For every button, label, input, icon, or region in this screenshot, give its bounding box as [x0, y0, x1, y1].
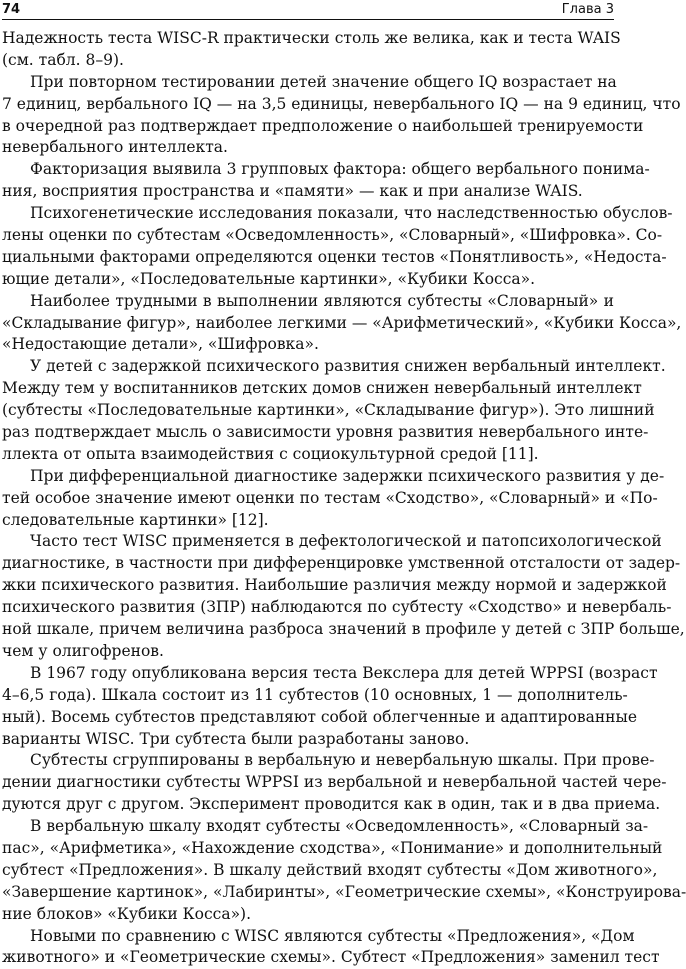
page-number: 74	[2, 2, 21, 17]
text-line: тей особое значение имеют оценки по тестам «Сходство», «Словарный» и «По-	[2, 488, 658, 507]
text-line: ния, восприятия пространства и «памяти» — как и при анализе WAIS.	[2, 182, 583, 201]
page-body	[2, 28, 686, 969]
text-line: циальными факторами определяются оценки тестов «Понятливость», «Недоста-	[2, 247, 667, 266]
text-line: Надежность теста WISC-R практически столь же велика, как и теста WAIS	[2, 29, 621, 47]
text-line: лены оценки по субтестам «Осведомленность», «Словарный», «Шифровка». Со-	[2, 226, 663, 245]
text-line: дении диагностики субтесты WPPSI из вербальной и невербальной частей чере-	[2, 773, 667, 792]
text-line: ный). Восемь субтестов представляют собой облегченные и адаптированные	[2, 707, 638, 726]
text-line: животного» и «Геометрические схемы». Субтест «Предложения» заменил тест	[2, 948, 660, 967]
text-line: При дифференциальной диагностике задержки психического развития у де-	[30, 466, 665, 485]
text-line: невербального интеллекта.	[2, 138, 228, 157]
text-line: жки психического развития. Наибольшие различия между нормой и задержкой	[2, 576, 667, 595]
text-line: 7 единиц, вербального IQ — на 3,5 единицы, невербального IQ — на 9 единиц, что	[2, 94, 681, 113]
text-line: дуются друг с другом. Эксперимент проводится как в один, так и в два приема.	[2, 795, 661, 814]
text-line: в очередной раз подтверждает предположение о наибольшей тренируемости	[2, 116, 644, 135]
text-line: ной шкале, причем величина разброса значений в профиле у детей с ЗПР больше,	[2, 620, 685, 639]
text-line: диагностике, в частности при дифференцировке умственной отсталости от задер-	[2, 554, 681, 573]
text-line: Субтесты сгруппированы в вербальную и невербальную шкалы. При прове-	[30, 751, 655, 770]
text-line: варианты WISC. Три субтеста были разработаны заново.	[2, 729, 470, 748]
text-line: ющие детали», «Последовательные картинки», «Кубики Косса».	[2, 269, 536, 288]
text-line: В 1967 году опубликована версия теста Векслера для детей WPPSI (возраст	[30, 663, 658, 682]
text-line: Новыми по сравнению с WISC являются субтесты «Предложения», «Дом	[30, 926, 635, 945]
text-line: (субтесты «Последовательные картинки», «Складывание фигур»). Это лишний	[2, 401, 655, 420]
text-line: Между тем у воспитанников детских домов снижен невербальный интеллект	[2, 379, 642, 398]
text-line: раз подтверждает мысль о зависимости уровня развития невербального инте-	[2, 423, 649, 442]
text-line: «Недостающие детали», «Шифровка».	[2, 335, 319, 354]
text-line: чем у олигофренов.	[2, 641, 164, 660]
text-line: «Складывание фигур», наиболее легкими — «Арифметический», «Кубики Косса»,	[2, 313, 682, 332]
text-line: Психогенетические исследования показали, что наследственностью обуслов-	[30, 204, 673, 223]
chapter-title: Глава 3	[561, 2, 614, 17]
text-line: субтест «Предложения». В шкалу действий входят субтесты «Дом животного»,	[2, 860, 658, 879]
text-line: «Завершение картинок», «Лабиринты», «Геометрические схемы», «Конструирова-	[2, 882, 686, 901]
text-line: Факторизация выявила 3 групповых фактора: общего вербального понима-	[30, 160, 650, 179]
text-line: При повторном тестировании детей значение общего IQ возрастает на	[30, 72, 617, 91]
text-line: У детей с задержкой психического развития снижен вербальный интеллект.	[30, 357, 666, 376]
text-line: (см. табл. 8–9).	[2, 50, 124, 69]
text-line: Часто тест WISC применяется в дефектологической и патопсихологической	[30, 532, 662, 551]
text-line: ллекта от опыта взаимодействия с социокультурной средой [11].	[2, 444, 539, 463]
text-line: ние блоков» «Кубики Косса»).	[2, 904, 252, 923]
text-line: В вербальную шкалу входят субтесты «Осведомленность», «Словарный за-	[30, 817, 649, 836]
text-line: Наиболее трудными в выполнении являются субтесты «Словарный» и	[30, 291, 614, 310]
page-header	[2, 0, 614, 20]
text-line: 4–6,5 года). Шкала состоит из 11 субтестов (10 основных, 1 — дополнитель-	[2, 685, 628, 704]
text-line: пас», «Арифметика», «Нахождение сходства», «Понимание» и дополнительный	[2, 838, 663, 857]
text-line: следовательные картинки» [12].	[2, 510, 269, 529]
text-line: психического развития (ЗПР) наблюдаются по субтесту «Сходство» и невербаль-	[2, 598, 672, 617]
